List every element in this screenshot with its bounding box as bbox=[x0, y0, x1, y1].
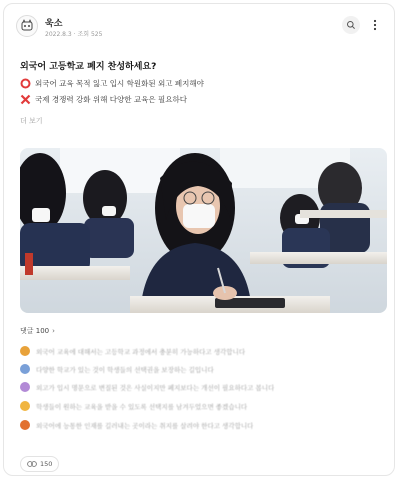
comment-item[interactable] bbox=[20, 419, 380, 431]
comment-text: 다양한 학교가 있는 것이 학생들의 선택권을 보장하는 길입니다 bbox=[36, 365, 214, 374]
header-search-button[interactable] bbox=[342, 16, 360, 34]
cross-x-icon bbox=[20, 94, 31, 105]
post-question: 외국어 고등학교 폐지 찬성하세요? bbox=[20, 62, 157, 72]
reaction-count: 150 bbox=[40, 460, 53, 468]
circle-o-icon bbox=[20, 78, 31, 89]
more-vertical-icon bbox=[370, 19, 380, 31]
option-agree bbox=[20, 77, 204, 89]
comment-avatar bbox=[20, 382, 30, 392]
author-name[interactable]: 욱소 bbox=[45, 19, 63, 29]
post-card bbox=[3, 3, 395, 476]
reaction-icon bbox=[27, 460, 37, 468]
author-avatar[interactable] bbox=[16, 15, 38, 37]
comment-item[interactable] bbox=[20, 381, 380, 393]
comment-item[interactable] bbox=[20, 363, 380, 375]
show-more-link[interactable]: 더 보기 bbox=[20, 117, 43, 125]
post-photo[interactable] bbox=[20, 148, 387, 313]
comment-item[interactable] bbox=[20, 400, 380, 412]
comment-item[interactable] bbox=[20, 345, 380, 357]
post-meta: 2022.8.3 · 조회 525 bbox=[45, 31, 103, 38]
option-agree-text: 외국어 교육 목적 잃고 입시 학원화된 외고 폐지해야 bbox=[35, 78, 204, 88]
comment-avatar bbox=[20, 420, 30, 430]
option-disagree bbox=[20, 93, 187, 105]
comment-text: 외국어에 능통한 인재를 길러내는 곳이라는 취지를 살려야 한다고 생각합니다 bbox=[36, 421, 254, 430]
avatar-face-icon bbox=[19, 18, 35, 34]
more-options-button[interactable] bbox=[366, 16, 384, 34]
comment-avatar bbox=[20, 346, 30, 356]
comment-text: 외고가 입시 명문으로 변질된 것은 사실이지만 폐지보다는 개선이 필요하다고 봅니다 bbox=[36, 383, 275, 392]
comment-avatar bbox=[20, 401, 30, 411]
comment-avatar bbox=[20, 364, 30, 374]
comment-text: 학생들이 원하는 교육을 받을 수 있도록 선택지를 남겨두었으면 좋겠습니다 bbox=[36, 402, 248, 411]
search-icon bbox=[346, 20, 356, 30]
option-disagree-text: 국제 경쟁력 강화 위해 다양한 교육은 필요하다 bbox=[35, 94, 187, 104]
comments-header[interactable] bbox=[20, 326, 55, 336]
reaction-button[interactable] bbox=[20, 456, 59, 472]
comments-count-label: 댓글 100 bbox=[20, 327, 50, 335]
chevron-right-icon: › bbox=[52, 327, 55, 335]
post-header bbox=[16, 14, 384, 42]
classroom-photo-image bbox=[20, 148, 387, 313]
comment-text: 외국어 교육에 대해서는 고등학교 과정에서 충분히 가능하다고 생각합니다 bbox=[36, 347, 246, 356]
